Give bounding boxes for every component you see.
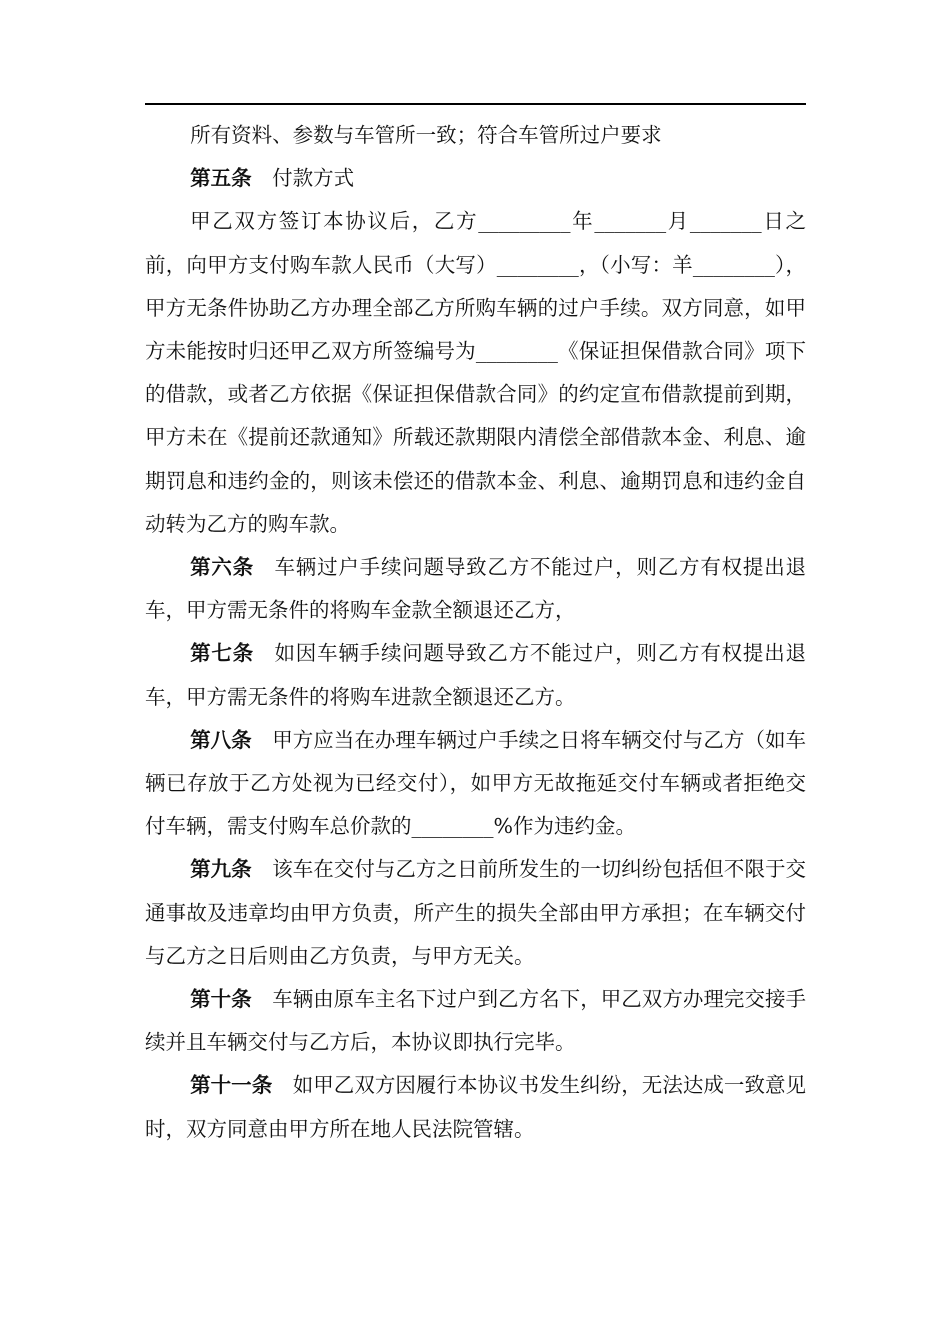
article-heading: 第十一条 [190,1073,273,1098]
article-11 [145,1064,806,1150]
article-7 [145,632,806,718]
article-heading: 第八条 [190,727,252,752]
article-text: 如甲乙双方因履行本协议书发生纠纷，无法达成一致意见时，双方同意由甲方所在地人民法院管辖。 [145,1073,807,1141]
article-heading: 第七条 [190,641,254,666]
paragraph-text: 甲乙双方签订本协议后，乙方_________年_______月_______日之前，向甲方支付购车款人民币（大写）________，（小写：羊________），甲方无条件协助乙方办理全部乙方所购车辆的过户手续。双方同意，如甲方未能按时归还甲乙双方所签编号为________《保证担保借款合同》项下的借款，或者乙方依据《保证担保借款合同》的约定宣布借款提前到期，甲方未在《提前还款通知》所载还款期限内清偿全部借款本金、利息、逾期罚息和违约金的，则该未偿还的借款本金、利息、逾期罚息和违约金自动转为乙方的购车款。 [145,209,806,536]
article-heading: 第六条 [190,555,254,580]
article-heading: 第九条 [190,857,252,882]
article-8 [145,719,806,849]
article-10 [145,978,806,1064]
article-text: 付款方式 [272,166,355,191]
payment-clause [145,200,806,546]
document-body [145,114,806,1151]
paragraph-text: 所有资料、参数与车管所一致；符合车管所过户要求 [190,123,662,147]
article-6 [145,546,806,632]
article-text: 甲方应当在办理车辆过户手续之日将车辆交付与乙方（如车辆已存放于乙方处视为已经交付），如甲方无故拖延交付车辆或者拒绝交付车辆，需支付购车总价款的________%作为违约金。 [145,727,807,839]
article-heading: 第十条 [190,987,252,1012]
article-heading: 第五条 [190,166,252,191]
article-text: 车辆由原车主名下过户到乙方名下，甲乙双方办理完交接手续并且车辆交付与乙方后，本协议即执行完毕。 [145,987,807,1055]
article-text: 如因车辆手续问题导致乙方不能过户，则乙方有权提出退车，甲方需无条件的将购车进款全额退还乙方。 [145,641,807,709]
article-9 [145,848,806,978]
header-rule [145,103,806,105]
paragraph-requirements [145,114,806,157]
article-text: 车辆过户手续问题导致乙方不能过户，则乙方有权提出退车，甲方需无条件的将购车金款全额退还乙方， [145,555,807,623]
article-5 [145,157,806,200]
article-text: 该车在交付与乙方之日前所发生的一切纠纷包括但不限于交通事故及违章均由甲方负责，所产生的损失全部由甲方承担；在车辆交付与乙方之日后则由乙方负责，与甲方无关。 [145,857,807,968]
